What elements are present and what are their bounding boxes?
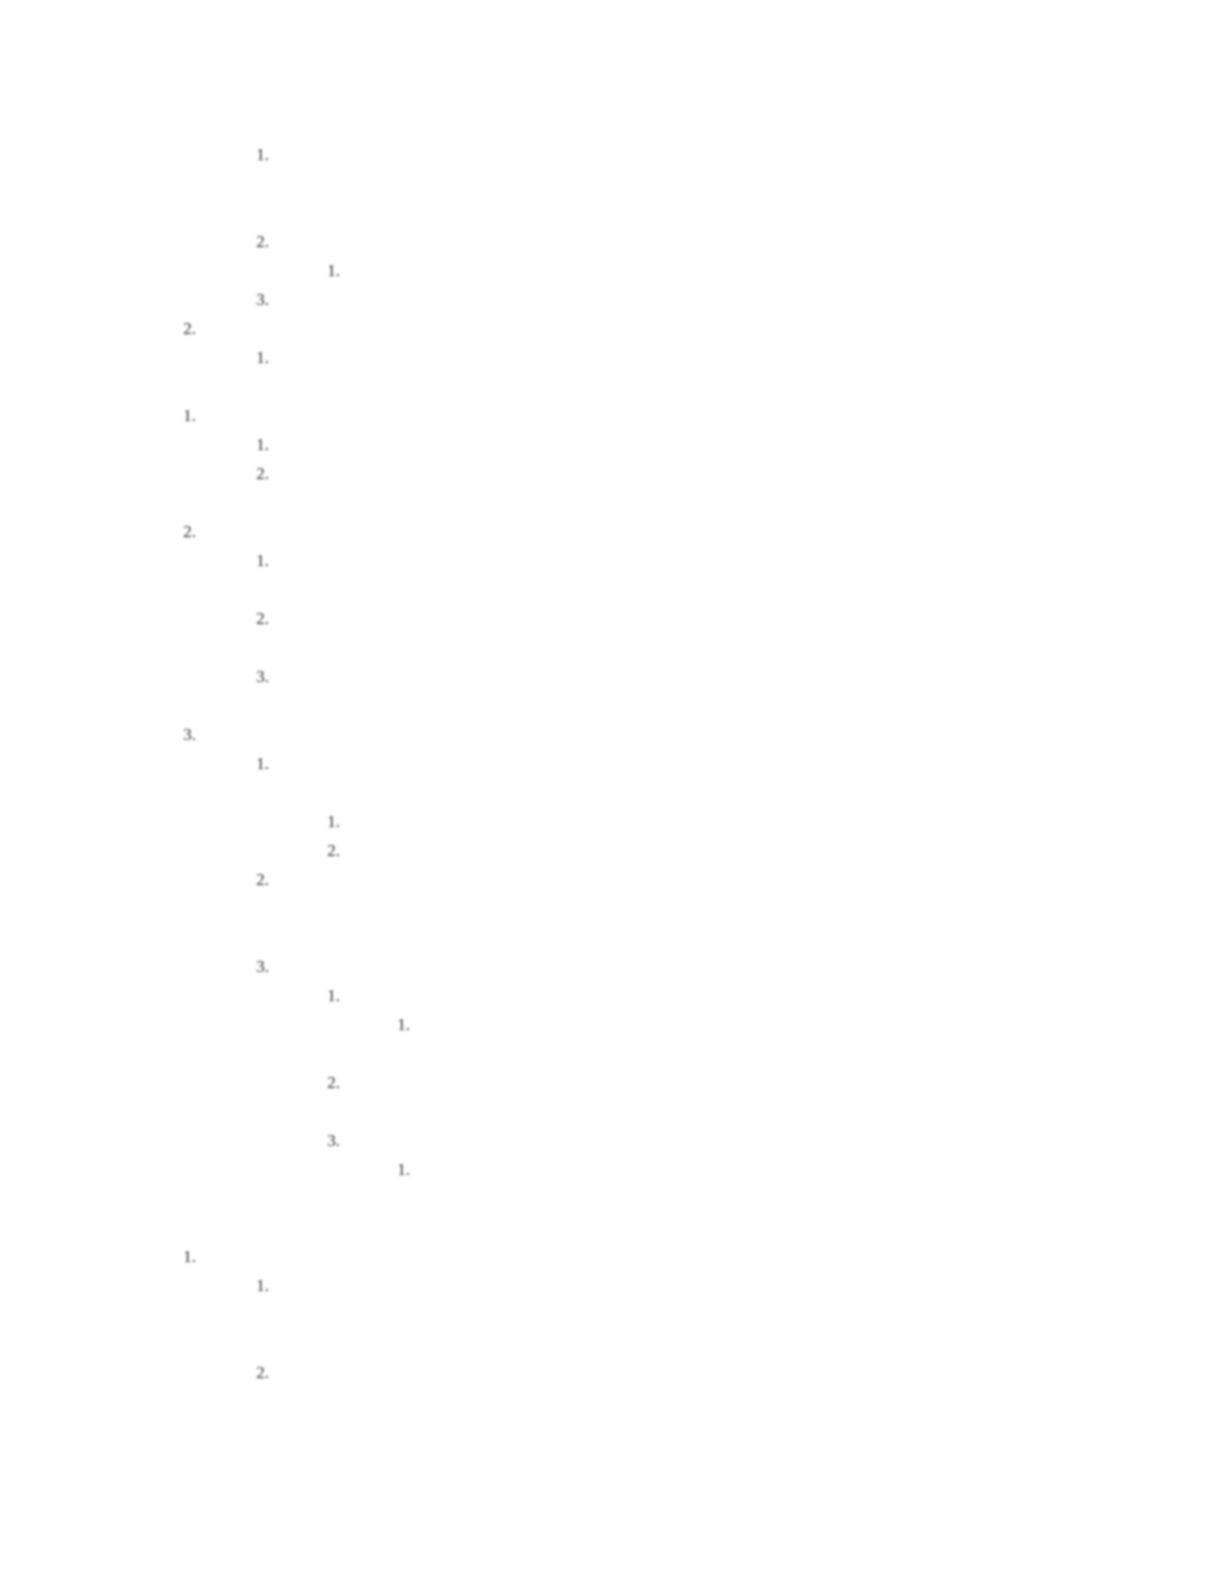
list-item <box>0 140 1224 169</box>
list-marker: 2. <box>183 522 196 541</box>
list-item <box>0 546 1224 575</box>
list-item-continuation <box>0 169 1224 198</box>
list-item-continuation <box>0 1329 1224 1358</box>
list-item-continuation <box>0 1387 1224 1416</box>
list-marker: 1. <box>183 406 196 425</box>
list-marker: 1. <box>327 986 340 1005</box>
list-item <box>0 401 1224 430</box>
list-marker: 2. <box>256 464 269 483</box>
list-item-continuation <box>0 1039 1224 1068</box>
list-item-continuation <box>0 633 1224 662</box>
list-marker: 3. <box>256 667 269 686</box>
list-item <box>0 285 1224 314</box>
list-item <box>0 314 1224 343</box>
list-item <box>0 343 1224 372</box>
list-marker: 3. <box>327 1131 340 1150</box>
list-item <box>0 256 1224 285</box>
list-item <box>0 865 1224 894</box>
list-marker: 1. <box>397 1015 410 1034</box>
list-item <box>0 1271 1224 1300</box>
list-marker: 2. <box>256 609 269 628</box>
list-item-continuation <box>0 1097 1224 1126</box>
list-item-continuation <box>0 778 1224 807</box>
list-item <box>0 981 1224 1010</box>
outline-list <box>0 140 1224 1416</box>
list-marker: 2. <box>256 1363 269 1382</box>
list-marker: 1. <box>256 435 269 454</box>
list-item <box>0 1126 1224 1155</box>
list-marker: 2. <box>183 319 196 338</box>
list-marker: 1. <box>327 812 340 831</box>
list-item <box>0 1358 1224 1387</box>
list-item <box>0 662 1224 691</box>
list-item <box>0 952 1224 981</box>
list-item <box>0 720 1224 749</box>
section-heading <box>0 1213 1224 1242</box>
list-item-continuation <box>0 894 1224 923</box>
list-item <box>0 807 1224 836</box>
list-marker: 1. <box>256 145 269 164</box>
list-item <box>0 517 1224 546</box>
list-marker: 1. <box>256 754 269 773</box>
list-item-continuation <box>0 198 1224 227</box>
list-item <box>0 1010 1224 1039</box>
section-heading <box>0 372 1224 401</box>
list-item <box>0 749 1224 778</box>
list-marker: 1. <box>256 1276 269 1295</box>
list-marker: 3. <box>183 725 196 744</box>
list-item <box>0 459 1224 488</box>
list-item-continuation <box>0 691 1224 720</box>
list-marker: 2. <box>327 1073 340 1092</box>
list-item-continuation <box>0 923 1224 952</box>
list-marker: 1. <box>256 551 269 570</box>
list-item <box>0 227 1224 256</box>
list-item <box>0 1242 1224 1271</box>
list-item <box>0 1155 1224 1184</box>
list-marker: 3. <box>256 957 269 976</box>
list-marker: 1. <box>183 1247 196 1266</box>
list-item <box>0 430 1224 459</box>
list-marker: 1. <box>256 348 269 367</box>
list-marker: 2. <box>327 841 340 860</box>
list-item <box>0 604 1224 633</box>
list-item-continuation <box>0 1300 1224 1329</box>
list-marker: 1. <box>397 1160 410 1179</box>
list-item-continuation <box>0 575 1224 604</box>
list-item <box>0 1068 1224 1097</box>
list-marker: 1. <box>327 261 340 280</box>
list-marker: 2. <box>256 232 269 251</box>
list-item <box>0 836 1224 865</box>
list-item-continuation <box>0 488 1224 517</box>
list-item-continuation <box>0 1184 1224 1213</box>
list-marker: 2. <box>256 870 269 889</box>
list-marker: 3. <box>256 290 269 309</box>
